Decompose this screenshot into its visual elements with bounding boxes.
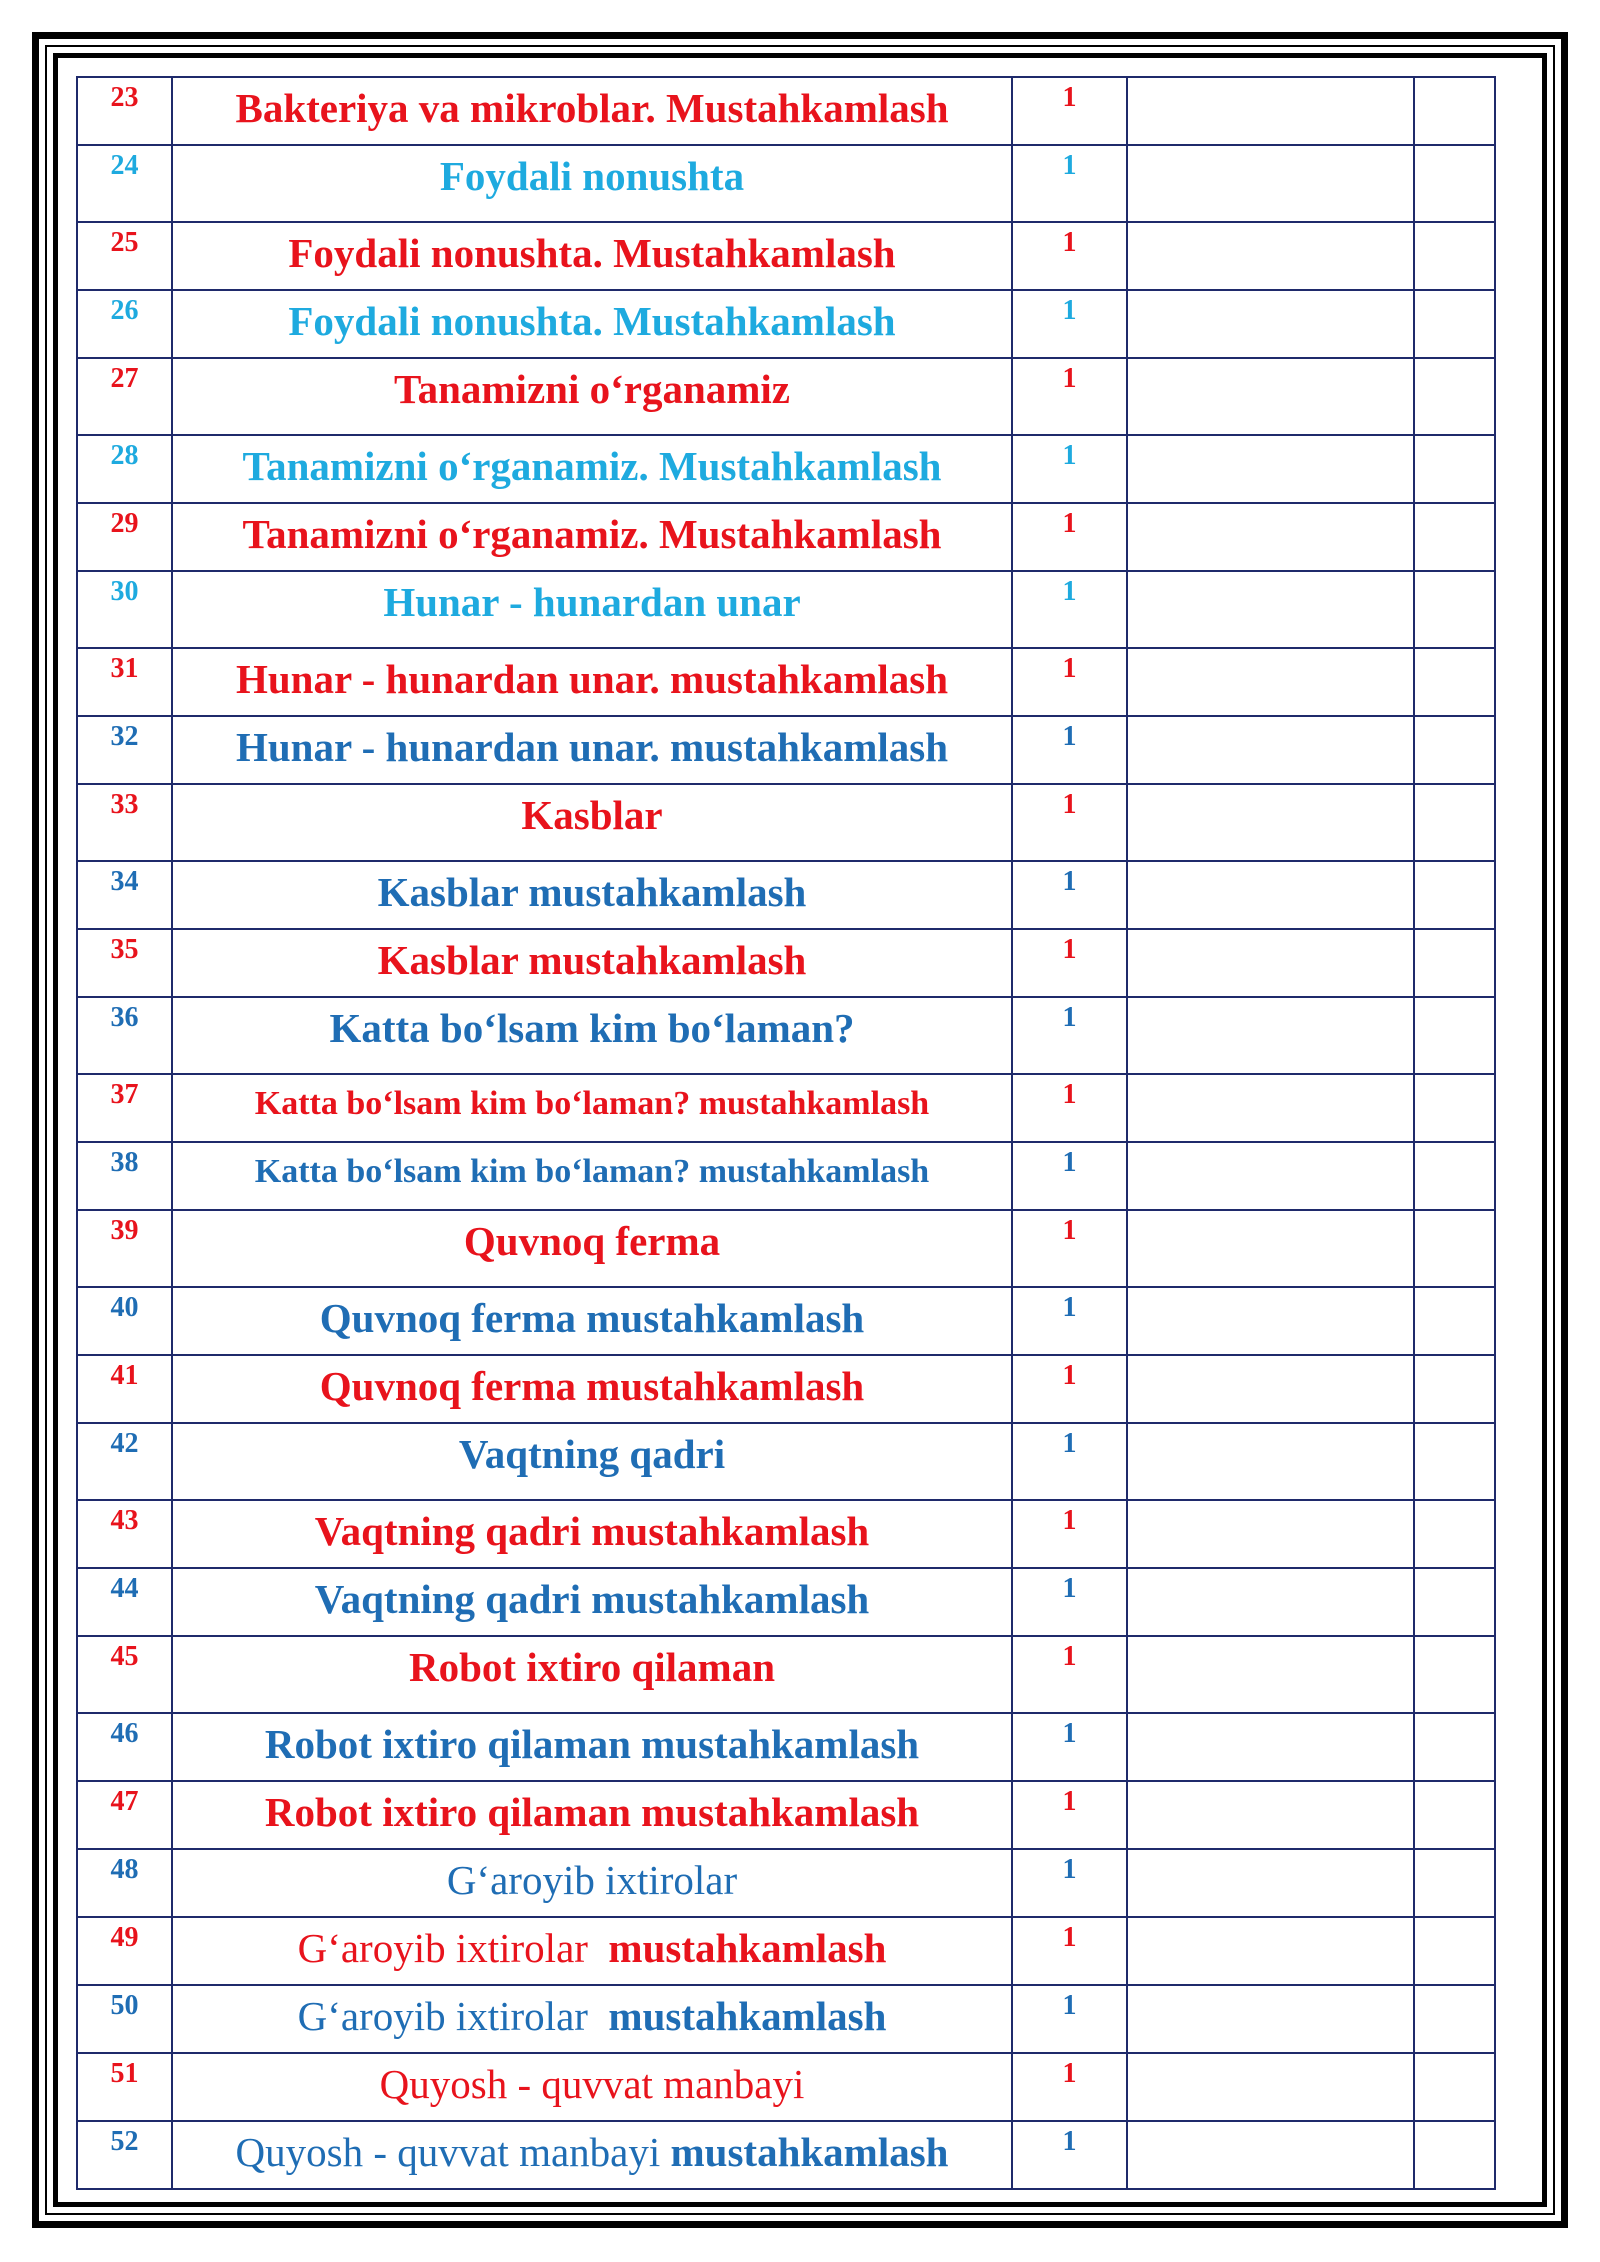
hours-count: 1	[1012, 1500, 1127, 1568]
row-number: 40	[77, 1287, 172, 1355]
date-cell	[1127, 571, 1414, 648]
date-cell	[1127, 1210, 1414, 1287]
note-cell	[1414, 1568, 1495, 1636]
note-cell	[1414, 1500, 1495, 1568]
lesson-topic: Foydali nonushta. Mustahkamlash	[172, 290, 1012, 358]
lesson-topic-text: G‘aroyib ixtirolar	[297, 1993, 588, 2039]
lesson-topic-suffix: mustahkamlash	[608, 1925, 887, 1971]
row-number: 35	[77, 929, 172, 997]
lesson-topic: Tanamizni o‘rganamiz. Mustahkamlash	[172, 435, 1012, 503]
table-row	[77, 2053, 1495, 2121]
row-number: 37	[77, 1074, 172, 1142]
lesson-topic: Foydali nonushta	[172, 145, 1012, 222]
row-number: 34	[77, 861, 172, 929]
table-row	[77, 1210, 1495, 1287]
table-row	[77, 648, 1495, 716]
hours-count: 1	[1012, 2121, 1127, 2189]
note-cell	[1414, 358, 1495, 435]
date-cell	[1127, 1781, 1414, 1849]
table-row	[77, 1500, 1495, 1568]
date-cell	[1127, 861, 1414, 929]
date-cell	[1127, 1142, 1414, 1210]
date-cell	[1127, 2121, 1414, 2189]
table-row	[77, 1781, 1495, 1849]
date-cell	[1127, 2053, 1414, 2121]
row-number: 39	[77, 1210, 172, 1287]
row-number: 44	[77, 1568, 172, 1636]
date-cell	[1127, 1423, 1414, 1500]
table-row	[77, 145, 1495, 222]
lesson-topic: Kasblar mustahkamlash	[172, 861, 1012, 929]
date-cell	[1127, 716, 1414, 784]
lesson-topic	[172, 1917, 1012, 1985]
lesson-topic: Vaqtning qadri mustahkamlash	[172, 1568, 1012, 1636]
hours-count: 1	[1012, 716, 1127, 784]
lesson-topic-suffix: mustahkamlash	[608, 1993, 887, 2039]
row-number: 47	[77, 1781, 172, 1849]
lesson-plan-table	[76, 76, 1496, 2190]
table-row	[77, 1142, 1495, 1210]
table-row	[77, 435, 1495, 503]
lesson-topic	[172, 2121, 1012, 2189]
hours-count: 1	[1012, 1287, 1127, 1355]
date-cell	[1127, 1636, 1414, 1713]
hours-count: 1	[1012, 1210, 1127, 1287]
row-number: 26	[77, 290, 172, 358]
table-row	[77, 1568, 1495, 1636]
lesson-topic: Robot ixtiro qilaman	[172, 1636, 1012, 1713]
row-number: 36	[77, 997, 172, 1074]
table-row	[77, 222, 1495, 290]
table-row	[77, 571, 1495, 648]
hours-count: 1	[1012, 1142, 1127, 1210]
date-cell	[1127, 1500, 1414, 1568]
lesson-topic	[172, 1985, 1012, 2053]
hours-count: 1	[1012, 1917, 1127, 1985]
date-cell	[1127, 358, 1414, 435]
date-cell	[1127, 997, 1414, 1074]
lesson-topic: Hunar - hunardan unar	[172, 571, 1012, 648]
hours-count: 1	[1012, 222, 1127, 290]
row-number: 45	[77, 1636, 172, 1713]
hours-count: 1	[1012, 2053, 1127, 2121]
table-row	[77, 1636, 1495, 1713]
row-number: 28	[77, 435, 172, 503]
table-row	[77, 358, 1495, 435]
hours-count: 1	[1012, 1074, 1127, 1142]
note-cell	[1414, 1210, 1495, 1287]
date-cell	[1127, 145, 1414, 222]
row-number: 25	[77, 222, 172, 290]
lesson-topic: Quvnoq ferma	[172, 1210, 1012, 1287]
hours-count: 1	[1012, 648, 1127, 716]
row-number: 42	[77, 1423, 172, 1500]
date-cell	[1127, 1287, 1414, 1355]
hours-count: 1	[1012, 1781, 1127, 1849]
lesson-topic: Vaqtning qadri mustahkamlash	[172, 1500, 1012, 1568]
hours-count: 1	[1012, 571, 1127, 648]
note-cell	[1414, 1287, 1495, 1355]
table-row	[77, 929, 1495, 997]
note-cell	[1414, 1142, 1495, 1210]
table-row	[77, 290, 1495, 358]
lesson-topic: Kasblar	[172, 784, 1012, 861]
hours-count: 1	[1012, 1423, 1127, 1500]
date-cell	[1127, 503, 1414, 571]
hours-count: 1	[1012, 435, 1127, 503]
hours-count: 1	[1012, 145, 1127, 222]
row-number: 46	[77, 1713, 172, 1781]
lesson-topic: Foydali nonushta. Mustahkamlash	[172, 222, 1012, 290]
row-number: 30	[77, 571, 172, 648]
row-number: 38	[77, 1142, 172, 1210]
hours-count: 1	[1012, 929, 1127, 997]
note-cell	[1414, 571, 1495, 648]
hours-count: 1	[1012, 1713, 1127, 1781]
row-number: 33	[77, 784, 172, 861]
note-cell	[1414, 77, 1495, 145]
table-row	[77, 503, 1495, 571]
table-row	[77, 77, 1495, 145]
lesson-topic: Katta bo‘lsam kim bo‘laman?	[172, 997, 1012, 1074]
table-row	[77, 1985, 1495, 2053]
lesson-topic-text: Quyosh - quvvat manbayi	[379, 2061, 805, 2107]
lesson-topic-text: G‘aroyib ixtirolar	[446, 1857, 738, 1903]
lesson-topic-text: Quyosh - quvvat manbayi	[235, 2129, 661, 2175]
date-cell	[1127, 1355, 1414, 1423]
hours-count: 1	[1012, 358, 1127, 435]
table-row	[77, 1713, 1495, 1781]
note-cell	[1414, 716, 1495, 784]
lesson-topic	[172, 1849, 1012, 1917]
note-cell	[1414, 503, 1495, 571]
row-number: 24	[77, 145, 172, 222]
lesson-topic: Hunar - hunardan unar. mustahkamlash	[172, 716, 1012, 784]
table-row	[77, 2121, 1495, 2189]
row-number: 29	[77, 503, 172, 571]
lesson-topic: Kasblar mustahkamlash	[172, 929, 1012, 997]
note-cell	[1414, 1849, 1495, 1917]
note-cell	[1414, 1355, 1495, 1423]
lesson-topic: Bakteriya va mikroblar. Mustahkamlash	[172, 77, 1012, 145]
row-number: 51	[77, 2053, 172, 2121]
hours-count: 1	[1012, 503, 1127, 571]
note-cell	[1414, 222, 1495, 290]
lesson-topic: Robot ixtiro qilaman mustahkamlash	[172, 1781, 1012, 1849]
hours-count: 1	[1012, 1355, 1127, 1423]
note-cell	[1414, 861, 1495, 929]
date-cell	[1127, 1985, 1414, 2053]
note-cell	[1414, 1074, 1495, 1142]
note-cell	[1414, 290, 1495, 358]
lesson-topic: Hunar - hunardan unar. mustahkamlash	[172, 648, 1012, 716]
table-row	[77, 1917, 1495, 1985]
row-number: 41	[77, 1355, 172, 1423]
hours-count: 1	[1012, 861, 1127, 929]
table-row	[77, 1355, 1495, 1423]
date-cell	[1127, 929, 1414, 997]
date-cell	[1127, 435, 1414, 503]
note-cell	[1414, 929, 1495, 997]
lesson-topic: Tanamizni o‘rganamiz. Mustahkamlash	[172, 503, 1012, 571]
note-cell	[1414, 1781, 1495, 1849]
note-cell	[1414, 1423, 1495, 1500]
hours-count: 1	[1012, 77, 1127, 145]
note-cell	[1414, 145, 1495, 222]
table-row	[77, 1849, 1495, 1917]
date-cell	[1127, 1849, 1414, 1917]
note-cell	[1414, 1917, 1495, 1985]
date-cell	[1127, 290, 1414, 358]
date-cell	[1127, 1713, 1414, 1781]
hours-count: 1	[1012, 997, 1127, 1074]
hours-count: 1	[1012, 1985, 1127, 2053]
table-row	[77, 784, 1495, 861]
lesson-topic: Katta bo‘lsam kim bo‘laman? mustahkamlash	[172, 1142, 1012, 1210]
lesson-topic: Katta bo‘lsam kim bo‘laman? mustahkamlash	[172, 1074, 1012, 1142]
note-cell	[1414, 1985, 1495, 2053]
note-cell	[1414, 2053, 1495, 2121]
row-number: 27	[77, 358, 172, 435]
lesson-topic: Vaqtning qadri	[172, 1423, 1012, 1500]
date-cell	[1127, 1917, 1414, 1985]
table-row	[77, 861, 1495, 929]
date-cell	[1127, 222, 1414, 290]
note-cell	[1414, 435, 1495, 503]
row-number: 31	[77, 648, 172, 716]
lesson-topic	[172, 2053, 1012, 2121]
row-number: 32	[77, 716, 172, 784]
note-cell	[1414, 2121, 1495, 2189]
hours-count: 1	[1012, 1636, 1127, 1713]
row-number: 48	[77, 1849, 172, 1917]
row-number: 52	[77, 2121, 172, 2189]
date-cell	[1127, 77, 1414, 145]
table-row	[77, 1423, 1495, 1500]
table-row	[77, 997, 1495, 1074]
hours-count: 1	[1012, 1568, 1127, 1636]
row-number: 43	[77, 1500, 172, 1568]
date-cell	[1127, 1074, 1414, 1142]
date-cell	[1127, 1568, 1414, 1636]
row-number: 23	[77, 77, 172, 145]
hours-count: 1	[1012, 1849, 1127, 1917]
note-cell	[1414, 648, 1495, 716]
lesson-topic-suffix: mustahkamlash	[670, 2129, 949, 2175]
lesson-topic: Tanamizni o‘rganamiz	[172, 358, 1012, 435]
date-cell	[1127, 648, 1414, 716]
table-row	[77, 1287, 1495, 1355]
note-cell	[1414, 1713, 1495, 1781]
row-number: 50	[77, 1985, 172, 2053]
date-cell	[1127, 784, 1414, 861]
lesson-topic: Quvnoq ferma mustahkamlash	[172, 1355, 1012, 1423]
note-cell	[1414, 1636, 1495, 1713]
table-row	[77, 1074, 1495, 1142]
note-cell	[1414, 997, 1495, 1074]
note-cell	[1414, 784, 1495, 861]
lesson-topic-text: G‘aroyib ixtirolar	[297, 1925, 588, 1971]
hours-count: 1	[1012, 290, 1127, 358]
lesson-topic: Quvnoq ferma mustahkamlash	[172, 1287, 1012, 1355]
lesson-topic: Robot ixtiro qilaman mustahkamlash	[172, 1713, 1012, 1781]
hours-count: 1	[1012, 784, 1127, 861]
row-number: 49	[77, 1917, 172, 1985]
table-row	[77, 716, 1495, 784]
